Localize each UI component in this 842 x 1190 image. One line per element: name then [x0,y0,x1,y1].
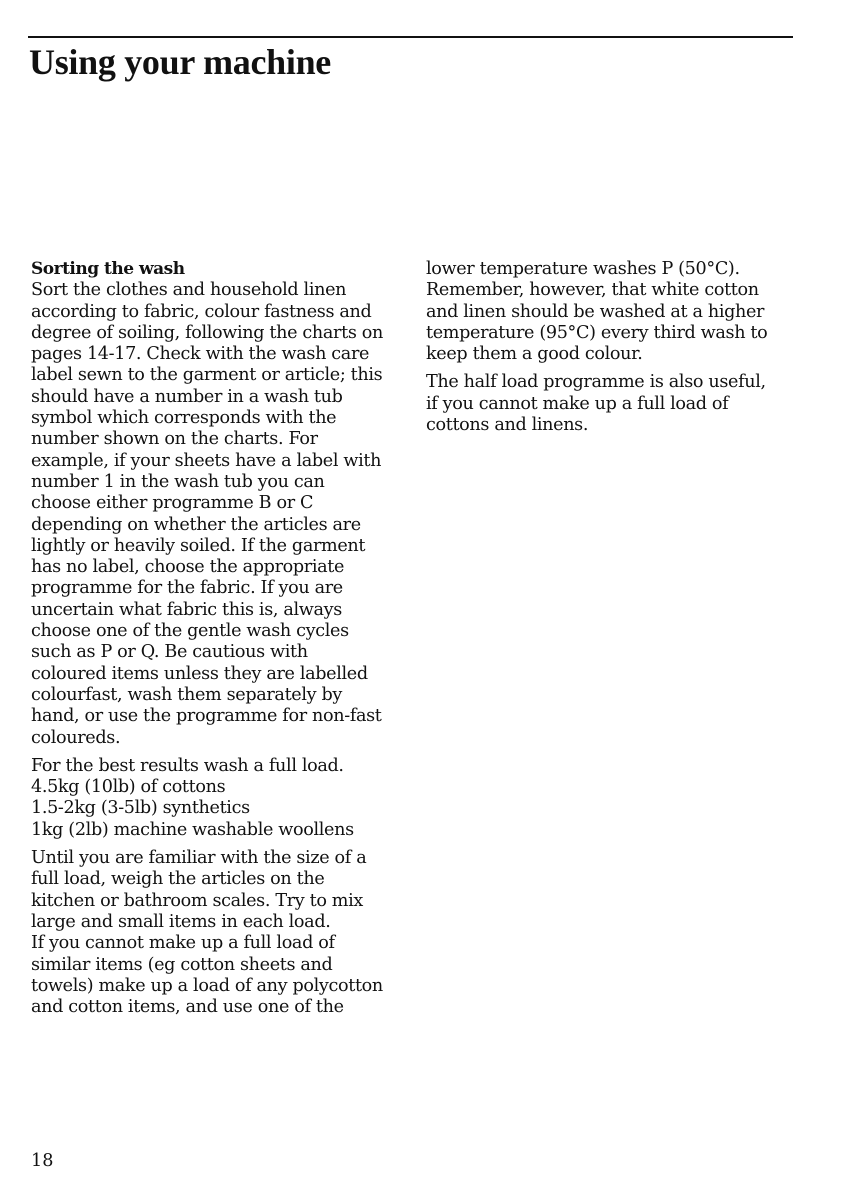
text-line: label sewn to the garment or article; this [31,365,383,386]
page-title: Using your machine [29,42,331,82]
text-line: full load, weigh the articles on the [31,869,325,890]
text-line: Remember, however, that white cotton [426,280,759,301]
text-line: programme for the fabric. If you are [31,578,343,599]
text-line: degree of soiling, following the charts on [31,322,383,343]
paragraph-gap [426,365,801,372]
paragraph-gap [31,749,403,756]
text-line: number 1 in the wash tub you can [31,471,325,492]
paragraph-gap [31,841,403,848]
text-line: choose either programme B or C [31,493,314,514]
text-line: lower temperature washes P (50°C). [426,259,740,279]
top-rule [28,36,793,38]
paragraph [31,280,403,749]
text-line: coloured items unless they are labelled [31,663,368,684]
text-line: keep them a good colour. [426,344,643,365]
text-line: large and small items in each load. [31,911,331,932]
text-line: temperature (95°C) every third wash to [426,322,768,343]
text-line: depending on whether the articles are [31,514,361,535]
text-line: Sort the clothes and household linen [31,280,347,301]
paragraph [426,372,801,436]
text-line: pages 14-17. Check with the wash care [31,344,370,365]
right-column [426,259,801,436]
text-line: 1.5-2kg (3-5lb) synthetics [31,798,250,819]
text-line: symbol which corresponds with the [31,408,337,429]
section-heading: Sorting the wash [31,259,185,279]
text-line: hand, or use the programme for non-fast [31,706,382,727]
text-line: if you cannot make up a full load of [426,393,729,414]
text-line: Until you are familiar with the size of a [31,848,367,869]
text-line: The half load programme is also useful, [426,372,766,393]
text-line: similar items (eg cotton sheets and [31,954,333,975]
text-line: number shown on the charts. For [31,429,318,450]
text-line: colourfast, wash them separately by [31,684,342,705]
page-number: 18 [31,1151,54,1171]
text-line: has no label, choose the appropriate [31,557,345,578]
text-line: 4.5kg (10lb) of cottons [31,777,226,798]
text-line: For the best results wash a full load. [31,755,344,776]
right-paragraphs [426,259,801,436]
text-line: choose one of the gentle wash cycles [31,621,349,642]
paragraph [426,259,801,365]
left-paragraphs [31,280,403,1018]
text-line: towels) make up a load of any polycotton [31,975,383,996]
text-line: and linen should be washed at a higher [426,301,765,322]
text-line: example, if your sheets have a label with [31,450,382,471]
text-line: cottons and linens. [426,415,589,436]
paragraph [31,756,403,841]
text-line: kitchen or bathroom scales. Try to mix [31,890,363,911]
text-line: uncertain what fabric this is, always [31,599,342,620]
text-line: lightly or heavily soiled. If the garment [31,535,366,556]
text-line: and cotton items, and use one of the [31,997,344,1018]
text-line: 1kg (2lb) machine washable woollens [31,819,354,840]
text-line: If you cannot make up a full load of [31,933,335,954]
text-line: according to fabric, colour fastness and [31,301,372,322]
text-line: such as P or Q. Be cautious with [31,642,308,663]
left-column [31,259,403,1018]
text-line: should have a number in a wash tub [31,386,343,407]
paragraph [31,848,403,1018]
text-line: coloureds. [31,727,121,748]
